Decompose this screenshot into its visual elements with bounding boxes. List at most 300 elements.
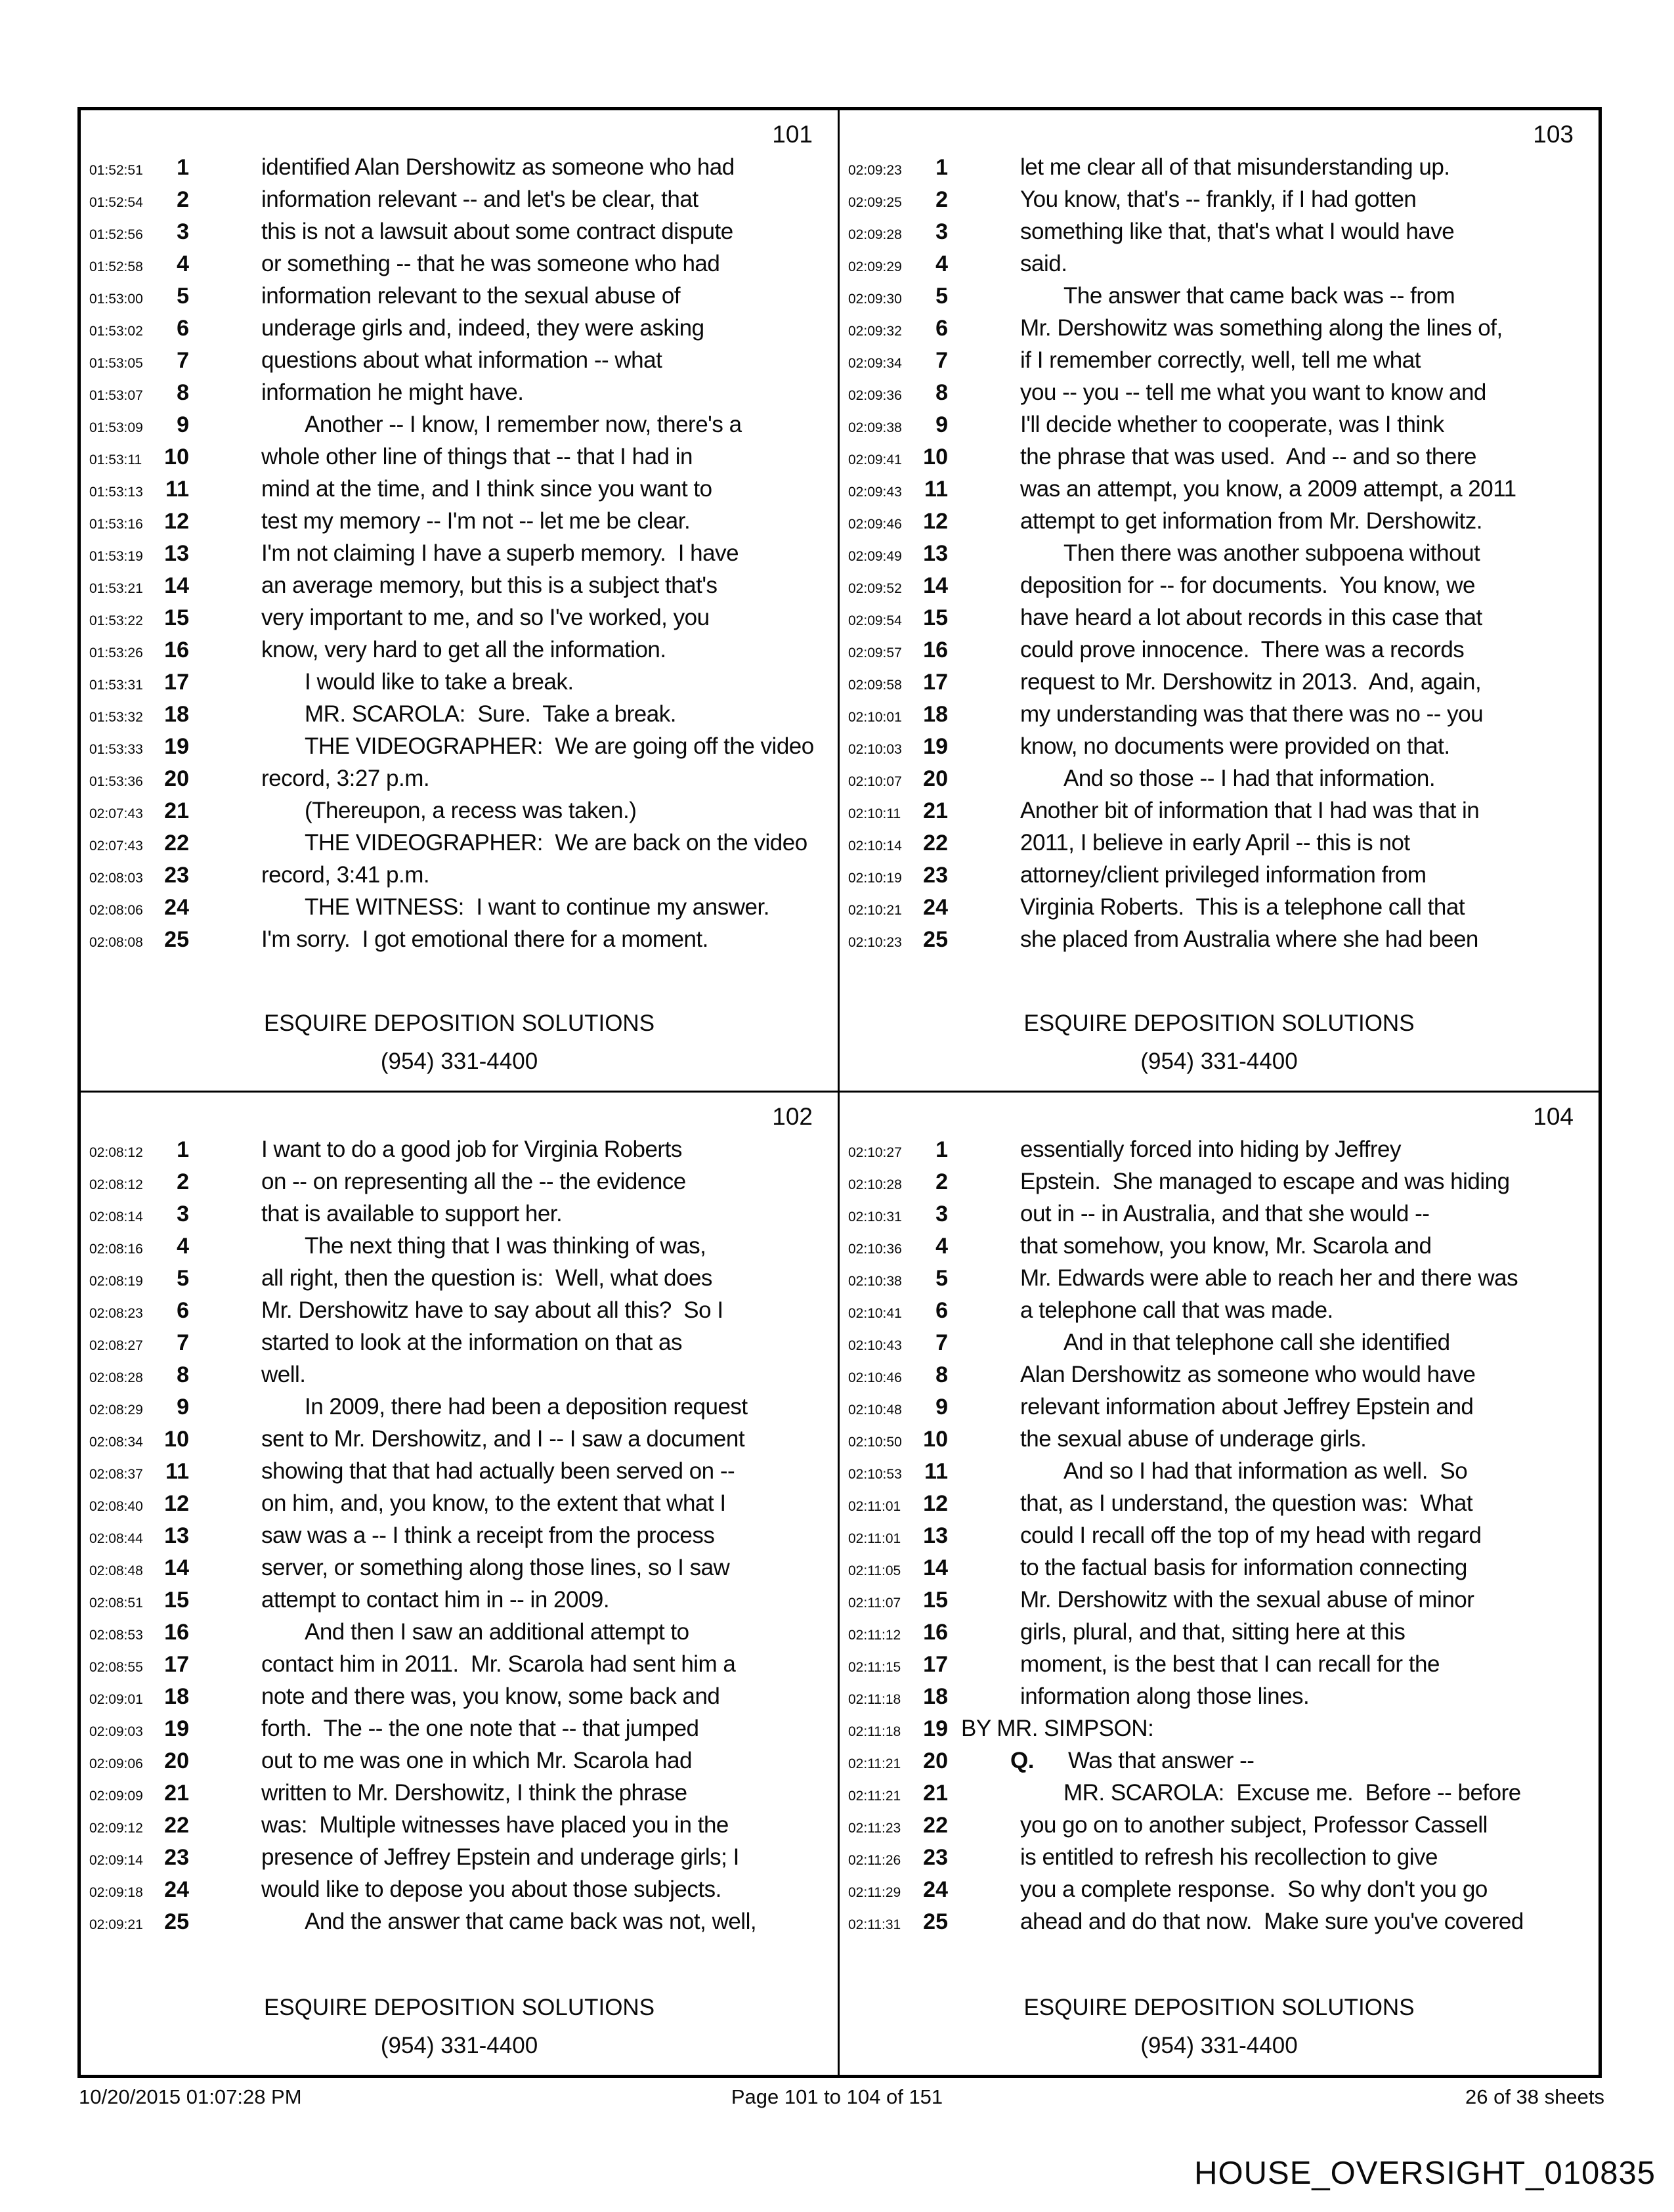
line-text: attorney/client privileged information from	[1020, 862, 1427, 888]
line-text: the sexual abuse of underage girls.	[1020, 1426, 1367, 1452]
line-text: an average memory, but this is a subject that's	[261, 573, 718, 598]
line-text: THE WITNESS: I want to continue my answer.	[305, 894, 769, 920]
timestamp: 02:10:53	[848, 1467, 902, 1482]
timestamp: 02:11:18	[848, 1724, 901, 1739]
timestamp: 02:09:57	[848, 645, 902, 661]
transcript-line	[81, 794, 838, 827]
reporter-phone: (954) 331-4400	[380, 2033, 538, 2058]
reporter-phone: (954) 331-4400	[1140, 1049, 1298, 1074]
transcript-page-104	[840, 1093, 1599, 2075]
line-number: 5	[177, 1266, 189, 1291]
timestamp: 02:09:14	[89, 1853, 143, 1868]
timestamp: 01:53:21	[89, 581, 143, 596]
sheet-count: 26 of 38 sheets	[1465, 2085, 1604, 2108]
line-text: Alan Dershowitz as someone who would have	[1020, 1362, 1476, 1387]
line-text: presence of Jeffrey Epstein and underage girls; I	[261, 1844, 739, 1870]
transcript-line	[81, 1133, 838, 1165]
line-text: whole other line of things that -- that I had in	[261, 444, 693, 469]
line-number: 8	[177, 1362, 189, 1387]
sheet-footer	[0, 2085, 1674, 2112]
line-number: 17	[164, 670, 189, 695]
line-number: 1	[177, 155, 189, 180]
transcript-line	[840, 1648, 1599, 1680]
timestamp: 02:09:03	[89, 1724, 143, 1739]
line-number: 5	[177, 284, 189, 309]
transcript-line	[840, 634, 1599, 666]
line-text: record, 3:27 p.m.	[261, 766, 430, 791]
transcript-line	[81, 1809, 838, 1841]
transcript-line	[81, 248, 838, 280]
line-number: 17	[923, 1652, 948, 1677]
line-text: out in -- in Australia, and that she would --	[1020, 1201, 1430, 1226]
line-number: 13	[164, 1523, 189, 1548]
line-text: forth. The -- the one note that -- that jumped	[261, 1716, 699, 1741]
line-text: on -- on representing all the -- the evidence	[261, 1169, 686, 1194]
line-number: 2	[177, 187, 189, 212]
timestamp: 02:08:34	[89, 1435, 143, 1450]
line-text: I'm sorry. I got emotional there for a moment.	[261, 926, 708, 952]
transcript-line	[81, 280, 838, 312]
line-text: attempt to contact him in -- in 2009.	[261, 1587, 610, 1613]
line-text: Q. Was that answer --	[1010, 1745, 1254, 1777]
line-text: I want to do a good job for Virginia Roberts	[261, 1137, 682, 1162]
reporter-vendor: ESQUIRE DEPOSITION SOLUTIONS	[1023, 1995, 1415, 2020]
reporter-footer	[840, 1010, 1599, 1091]
line-number: 25	[923, 927, 948, 952]
line-number: 18	[923, 702, 948, 727]
line-number: 6	[177, 316, 189, 341]
line-number: 22	[164, 1813, 189, 1838]
timestamp: 02:09:06	[89, 1756, 143, 1771]
timestamp: 02:10:41	[848, 1306, 902, 1321]
timestamp: 02:08:51	[89, 1595, 143, 1611]
line-text: you a complete response. So why don't you go	[1020, 1876, 1488, 1902]
timestamp: 02:09:38	[848, 420, 902, 435]
line-text: was: Multiple witnesses have placed you in the	[261, 1812, 729, 1838]
line-number: 19	[923, 1716, 948, 1741]
timestamp: 02:08:12	[89, 1145, 143, 1160]
transcript-line	[81, 1712, 838, 1745]
transcript-line	[840, 183, 1599, 215]
transcript-line	[840, 1487, 1599, 1519]
timestamp: 02:08:23	[89, 1306, 143, 1321]
line-number: 23	[164, 863, 189, 888]
line-number: 10	[923, 1427, 948, 1452]
line-text: And so those -- I had that information.	[1063, 766, 1436, 791]
line-text: Another -- I know, I remember now, there's a	[305, 412, 742, 437]
transcript-line	[81, 634, 838, 666]
line-number: 24	[164, 1877, 189, 1902]
line-number: 21	[164, 1781, 189, 1806]
transcript-line	[840, 248, 1599, 280]
timestamp: 01:53:22	[89, 613, 143, 628]
line-text: MR. SCAROLA: Excuse me. Before -- before	[1063, 1780, 1521, 1806]
line-text: relevant information about Jeffrey Epstein and	[1020, 1394, 1474, 1420]
transcript-line	[81, 505, 838, 537]
timestamp: 02:11:01	[848, 1531, 901, 1546]
transcript-line	[840, 473, 1599, 505]
line-text: out to me was one in which Mr. Scarola had	[261, 1748, 693, 1773]
line-number: 3	[935, 219, 948, 244]
timestamp: 01:53:07	[89, 388, 143, 403]
timestamp: 01:53:13	[89, 485, 143, 500]
transcript-line	[81, 827, 838, 859]
line-text: deposition for -- for documents. You know, we	[1020, 573, 1475, 598]
timestamp: 02:10:43	[848, 1338, 902, 1353]
transcript-line	[840, 1841, 1599, 1873]
reporter-footer	[81, 1995, 838, 2075]
line-number: 9	[177, 412, 189, 437]
line-number: 8	[935, 1362, 948, 1387]
line-number: 18	[164, 1684, 189, 1709]
print-timestamp: 10/20/2015 01:07:28 PM	[79, 2085, 302, 2108]
transcript-line	[81, 312, 838, 344]
line-text: my understanding was that there was no -- you	[1020, 701, 1484, 727]
timestamp: 01:53:26	[89, 645, 143, 661]
line-number: 13	[164, 541, 189, 566]
line-text: could prove innocence. There was a records	[1020, 637, 1465, 662]
line-number: 24	[164, 895, 189, 920]
question-marker: Q.	[1010, 1748, 1034, 1773]
timestamp: 01:52:51	[89, 163, 143, 178]
line-text: 2011, I believe in early April -- this is not	[1020, 830, 1410, 856]
line-number: 12	[164, 1491, 189, 1516]
timestamp: 02:10:23	[848, 935, 902, 950]
line-number: 1	[935, 1137, 948, 1162]
transcript-lines	[840, 151, 1599, 955]
line-number: 9	[177, 1395, 189, 1420]
line-number: 24	[923, 1877, 948, 1902]
transcript-line	[81, 1455, 838, 1487]
timestamp: 02:09:43	[848, 485, 902, 500]
line-text: well.	[261, 1362, 306, 1387]
line-number: 14	[164, 1555, 189, 1580]
timestamp: 02:08:48	[89, 1563, 143, 1578]
timestamp: 02:11:18	[848, 1692, 901, 1707]
transcript-line	[81, 1873, 838, 1905]
line-text: contact him in 2011. Mr. Scarola had sent him a	[261, 1651, 736, 1677]
line-text: questions about what information -- what	[261, 347, 662, 373]
line-number: 17	[923, 670, 948, 695]
line-text: And so I had that information as well. So	[1063, 1458, 1468, 1484]
transcript-line	[81, 1294, 838, 1326]
line-number: 6	[177, 1298, 189, 1323]
transcript-line	[840, 1165, 1599, 1198]
line-text: let me clear all of that misunderstanding up.	[1020, 154, 1450, 180]
timestamp: 01:53:11	[89, 452, 142, 467]
line-number: 10	[164, 445, 189, 469]
timestamp: 01:53:02	[89, 324, 143, 339]
line-text: The answer that came back was -- from	[1063, 283, 1455, 309]
transcript-line	[840, 827, 1599, 859]
line-number: 1	[177, 1137, 189, 1162]
line-number: 10	[923, 445, 948, 469]
timestamp: 02:10:14	[848, 838, 902, 854]
timestamp: 02:09:34	[848, 356, 902, 371]
line-text: Mr. Dershowitz with the sexual abuse of minor	[1020, 1587, 1474, 1613]
line-text: Mr. Dershowitz have to say about all this? So I	[261, 1297, 723, 1323]
line-text: Virginia Roberts. This is a telephone call that	[1020, 894, 1465, 920]
transcript-line	[840, 601, 1599, 634]
timestamp: 02:11:15	[848, 1660, 901, 1675]
transcript-line	[840, 1809, 1599, 1841]
line-text: identified Alan Dershowitz as someone who had	[261, 154, 735, 180]
line-number: 15	[164, 605, 189, 630]
transcript-line	[840, 312, 1599, 344]
transcript-line	[840, 1358, 1599, 1391]
line-number: 18	[923, 1684, 948, 1709]
timestamp: 02:09:52	[848, 581, 902, 596]
timestamp: 01:53:36	[89, 774, 143, 789]
transcript-line	[81, 1423, 838, 1455]
line-text: showing that that had actually been served on --	[261, 1458, 735, 1484]
transcript-line	[81, 891, 838, 923]
line-text: mind at the time, and I think since you want to	[261, 476, 712, 502]
timestamp: 01:53:33	[89, 742, 143, 757]
line-text: essentially forced into hiding by Jeffrey	[1020, 1137, 1402, 1162]
page-range: Page 101 to 104 of 151	[731, 2085, 943, 2108]
transcript-line	[81, 1616, 838, 1648]
line-number: 21	[923, 1781, 948, 1806]
timestamp: 02:08:12	[89, 1177, 143, 1192]
line-text: all right, then the question is: Well, what does	[261, 1265, 712, 1291]
line-text: THE VIDEOGRAPHER: We are going off the video	[305, 733, 814, 759]
line-text: or something -- that he was someone who had	[261, 251, 720, 276]
timestamp: 02:08:03	[89, 871, 143, 886]
line-text: could I recall off the top of my head with regard	[1020, 1523, 1482, 1548]
timestamp: 02:09:46	[848, 517, 902, 532]
line-text: Mr. Edwards were able to reach her and there was	[1020, 1265, 1518, 1291]
line-number: 25	[164, 1909, 189, 1934]
transcript-line	[81, 1487, 838, 1519]
timestamp: 02:09:12	[89, 1821, 143, 1836]
line-number: 23	[164, 1845, 189, 1870]
transcript-line	[81, 1519, 838, 1551]
line-text: In 2009, there had been a deposition request	[305, 1394, 748, 1420]
line-number: 2	[935, 187, 948, 212]
timestamp: 02:11:26	[848, 1853, 901, 1868]
transcript-line	[81, 376, 838, 408]
timestamp: 02:08:19	[89, 1274, 143, 1289]
transcript-line	[840, 666, 1599, 698]
transcript-line	[840, 151, 1599, 183]
line-number: 22	[164, 831, 189, 856]
transcript-line	[840, 1519, 1599, 1551]
transcript-line	[840, 344, 1599, 376]
transcript-line	[81, 1198, 838, 1230]
timestamp: 02:11:21	[848, 1789, 901, 1804]
line-number: 24	[923, 895, 948, 920]
line-number: 3	[177, 219, 189, 244]
transcript-line	[81, 1165, 838, 1198]
line-number: 20	[923, 766, 948, 791]
line-text: ahead and do that now. Make sure you've covered	[1020, 1909, 1524, 1934]
timestamp: 02:11:29	[848, 1885, 901, 1900]
transcript-line	[81, 730, 838, 762]
timestamp: 01:53:16	[89, 517, 143, 532]
page-number: 104	[1533, 1103, 1574, 1130]
line-number: 7	[935, 1330, 948, 1355]
transcript-page-103	[840, 110, 1599, 1093]
line-number: 18	[164, 702, 189, 727]
timestamp: 02:08:40	[89, 1499, 143, 1514]
transcript-grid	[77, 107, 1602, 2078]
line-text: MR. SCAROLA: Sure. Take a break.	[305, 701, 676, 727]
timestamp: 01:52:56	[89, 227, 143, 242]
transcript-line	[81, 1905, 838, 1938]
transcript-line	[840, 1230, 1599, 1262]
timestamp: 01:53:09	[89, 420, 143, 435]
timestamp: 02:08:29	[89, 1402, 143, 1418]
page-number: 101	[772, 121, 813, 148]
transcript-line	[81, 344, 838, 376]
timestamp: 02:11:21	[848, 1756, 901, 1771]
transcript-line	[840, 1326, 1599, 1358]
line-text: Then there was another subpoena without	[1063, 540, 1480, 566]
line-text: information relevant -- and let's be clear, that	[261, 186, 698, 212]
line-text: a telephone call that was made.	[1020, 1297, 1333, 1323]
line-number: 22	[923, 831, 948, 856]
line-number: 8	[177, 380, 189, 405]
transcript-line	[81, 1584, 838, 1616]
transcript-line	[81, 215, 838, 248]
timestamp: 02:10:31	[848, 1209, 902, 1225]
line-text: note and there was, you know, some back and	[261, 1683, 720, 1709]
line-text: started to look at the information on that as	[261, 1330, 682, 1355]
line-number: 21	[923, 798, 948, 823]
transcript-line	[840, 1133, 1599, 1165]
timestamp: 02:07:43	[89, 838, 143, 854]
timestamp: 02:08:06	[89, 903, 143, 918]
transcript-line	[840, 1551, 1599, 1584]
transcript-line	[81, 1841, 838, 1873]
line-text: I'll decide whether to cooperate, was I think	[1020, 412, 1444, 437]
line-text: record, 3:41 p.m.	[261, 862, 430, 888]
line-number: 2	[177, 1169, 189, 1194]
transcript-line	[81, 666, 838, 698]
line-text: you go on to another subject, Professor Cassell	[1020, 1812, 1488, 1838]
line-text: moment, is the best that I can recall for the	[1020, 1651, 1440, 1677]
line-number: 25	[164, 927, 189, 952]
timestamp: 02:07:43	[89, 806, 143, 821]
transcript-line	[840, 537, 1599, 569]
line-number: 15	[164, 1588, 189, 1613]
timestamp: 02:10:46	[848, 1370, 902, 1385]
transcript-line	[840, 1294, 1599, 1326]
timestamp: 02:09:18	[89, 1885, 143, 1900]
page-number: 103	[1533, 121, 1574, 148]
transcript-line	[81, 1680, 838, 1712]
line-number: 7	[935, 348, 948, 373]
transcript-lines	[81, 151, 838, 955]
transcript-line	[840, 794, 1599, 827]
line-number: 11	[165, 477, 189, 502]
line-number: 8	[935, 380, 948, 405]
timestamp: 02:08:37	[89, 1467, 143, 1482]
transcript-line	[81, 408, 838, 441]
line-number: 5	[935, 1266, 948, 1291]
timestamp: 02:09:21	[89, 1917, 143, 1932]
transcript-line	[81, 1326, 838, 1358]
transcript-line	[840, 1745, 1599, 1777]
line-number: 10	[164, 1427, 189, 1452]
timestamp: 02:10:48	[848, 1402, 902, 1418]
transcript-line	[840, 1391, 1599, 1423]
line-number: 14	[923, 1555, 948, 1580]
timestamp: 02:08:14	[89, 1209, 143, 1225]
line-text: attempt to get information from Mr. Dershowitz.	[1020, 508, 1482, 534]
timestamp: 02:10:11	[848, 806, 901, 821]
timestamp: 02:09:54	[848, 613, 902, 628]
transcript-line	[840, 376, 1599, 408]
timestamp: 02:09:28	[848, 227, 902, 242]
transcript-line	[81, 1358, 838, 1391]
timestamp: 02:10:50	[848, 1435, 902, 1450]
timestamp: 02:10:07	[848, 774, 902, 789]
line-number: 11	[924, 1459, 948, 1484]
line-number: 12	[923, 509, 948, 534]
line-number: 2	[935, 1169, 948, 1194]
line-number: 11	[924, 477, 948, 502]
timestamp: 02:09:25	[848, 195, 902, 210]
timestamp: 02:10:21	[848, 903, 902, 918]
line-text: you -- you -- tell me what you want to know and	[1020, 380, 1486, 405]
line-number: 7	[177, 1330, 189, 1355]
transcript-line	[840, 1198, 1599, 1230]
transcript-line	[840, 1873, 1599, 1905]
timestamp: 02:08:27	[89, 1338, 143, 1353]
line-number: 19	[164, 1716, 189, 1741]
line-number: 12	[923, 1491, 948, 1516]
timestamp: 02:09:36	[848, 388, 902, 403]
line-text: I would like to take a break.	[305, 669, 574, 695]
transcript-line	[840, 891, 1599, 923]
timestamp: 02:10:19	[848, 871, 902, 886]
timestamp: 02:09:23	[848, 163, 902, 178]
timestamp: 01:52:58	[89, 259, 143, 274]
timestamp: 02:08:28	[89, 1370, 143, 1385]
line-number: 3	[177, 1202, 189, 1226]
line-number: 1	[935, 155, 948, 180]
line-text: written to Mr. Dershowitz, I think the phrase	[261, 1780, 687, 1806]
line-text: And in that telephone call she identified	[1063, 1330, 1450, 1355]
timestamp: 01:53:19	[89, 549, 143, 564]
transcript-line	[840, 1262, 1599, 1294]
timestamp: 02:10:03	[848, 742, 902, 757]
timestamp: 01:53:32	[89, 710, 143, 725]
line-number: 23	[923, 863, 948, 888]
line-text: said.	[1020, 251, 1067, 276]
reporter-phone: (954) 331-4400	[380, 1049, 538, 1074]
line-text: underage girls and, indeed, they were asking	[261, 315, 704, 341]
line-text: saw was a -- I think a receipt from the process	[261, 1523, 715, 1548]
transcript-line	[840, 1584, 1599, 1616]
timestamp: 02:10:01	[848, 710, 902, 725]
line-text: that is available to support her.	[261, 1201, 563, 1226]
line-number: 15	[923, 605, 948, 630]
timestamp: 02:11:07	[848, 1595, 901, 1611]
transcript-line	[840, 441, 1599, 473]
transcript-page-101	[81, 110, 840, 1093]
line-number: 16	[923, 638, 948, 662]
line-number: 14	[923, 573, 948, 598]
line-number: 6	[935, 316, 948, 341]
timestamp: 02:10:38	[848, 1274, 902, 1289]
page-number: 102	[772, 1103, 813, 1130]
transcript-line	[840, 408, 1599, 441]
line-text: information relevant to the sexual abuse of	[261, 283, 681, 309]
line-text: the phrase that was used. And -- and so there	[1020, 444, 1476, 469]
